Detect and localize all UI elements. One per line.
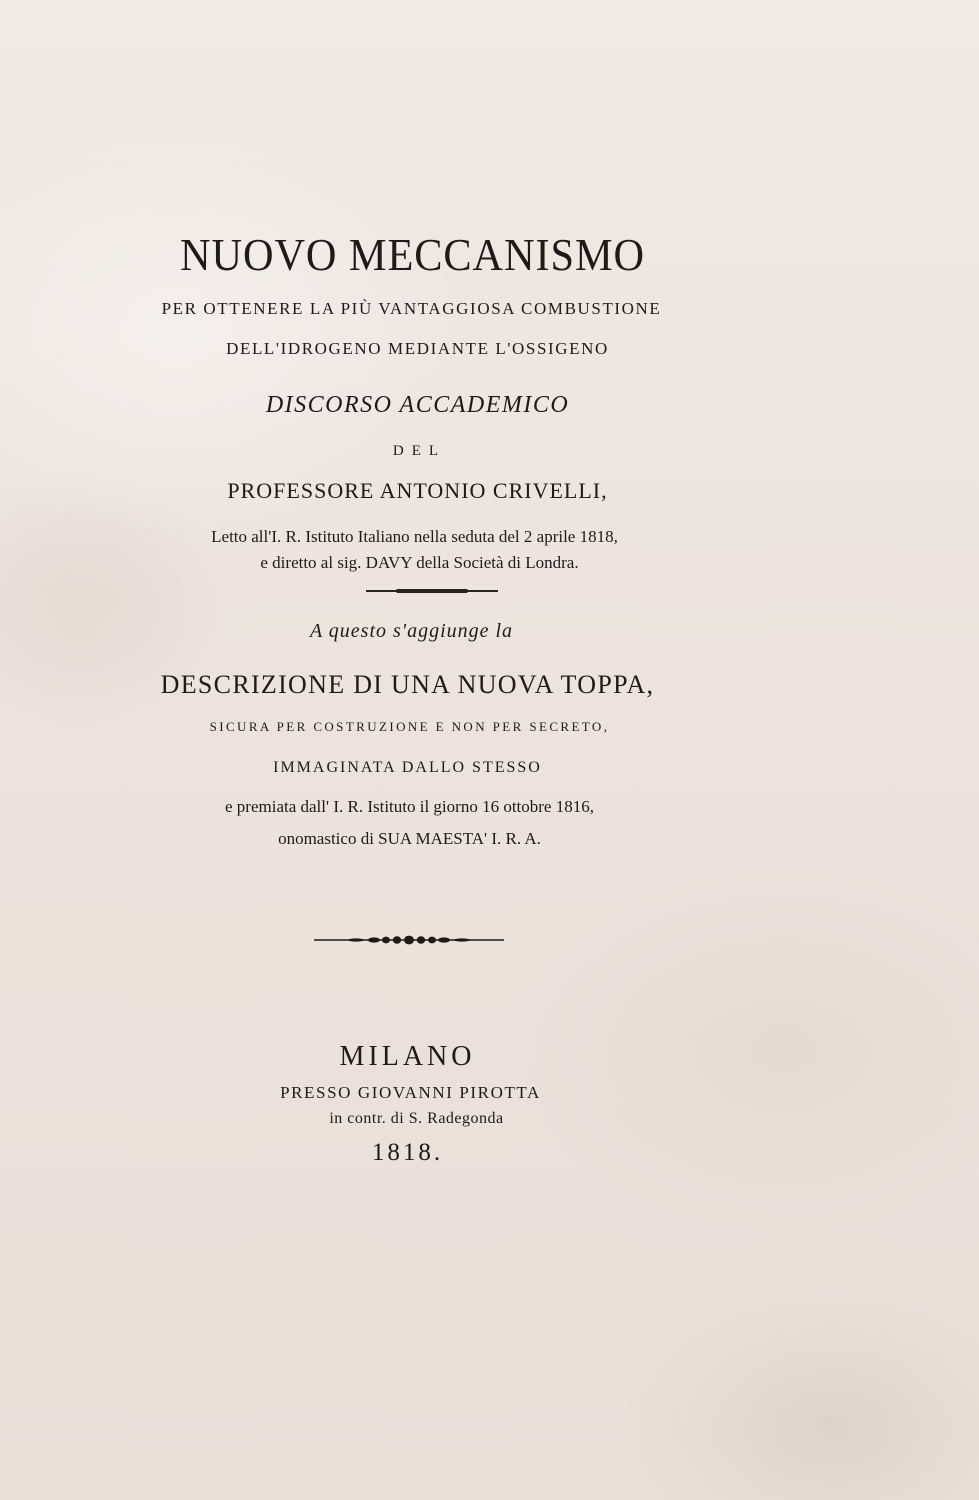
reading-note-line-1: Letto all'I. R. Istituto Italiano nella seduta del 2 aprile 1818, — [211, 527, 618, 546]
imprint-printer: PRESSO GIOVANNI PIROTTA — [280, 1083, 541, 1102]
subtitle-line-1: PER OTTENERE LA PIÙ VANTAGGIOSA COMBUSTIONE — [161, 299, 662, 318]
book-title: NUOVO MECCANISMO — [179, 229, 646, 280]
imprint-address: in contr. di S. Radegonda — [329, 1110, 504, 1127]
del-label: DEL — [392, 443, 447, 459]
section-divider — [366, 590, 498, 592]
addition-subtitle-2: IMMAGINATA DALLO STESSO — [273, 759, 542, 776]
discourse-label: DISCORSO ACCADEMICO — [265, 392, 570, 418]
subtitle-line-2: DELL'IDROGENO MEDIANTE L'OSSIGENO — [226, 339, 609, 358]
ornament-divider — [314, 932, 504, 948]
imprint-year: 1818. — [371, 1139, 444, 1166]
addition-title: DESCRIZIONE DI UNA NUOVA TOPPA, — [160, 670, 655, 699]
addition-intro: A questo s'aggiunge la — [309, 620, 514, 642]
award-line-2: onomastico di SUA MAESTA' I. R. A. — [278, 829, 541, 848]
addition-subtitle-1: SICURA PER COSTRUZIONE E NON PER SECRETO, — [209, 719, 610, 734]
reading-note-line-2: e diretto al sig. DAVY della Società di Londra. — [260, 553, 579, 572]
imprint-city: MILANO — [339, 1041, 476, 1072]
author-name: PROFESSORE ANTONIO CRIVELLI, — [227, 478, 608, 503]
award-line-1: e premiata dall' I. R. Istituto il giorno 16 ottobre 1816, — [225, 797, 594, 816]
